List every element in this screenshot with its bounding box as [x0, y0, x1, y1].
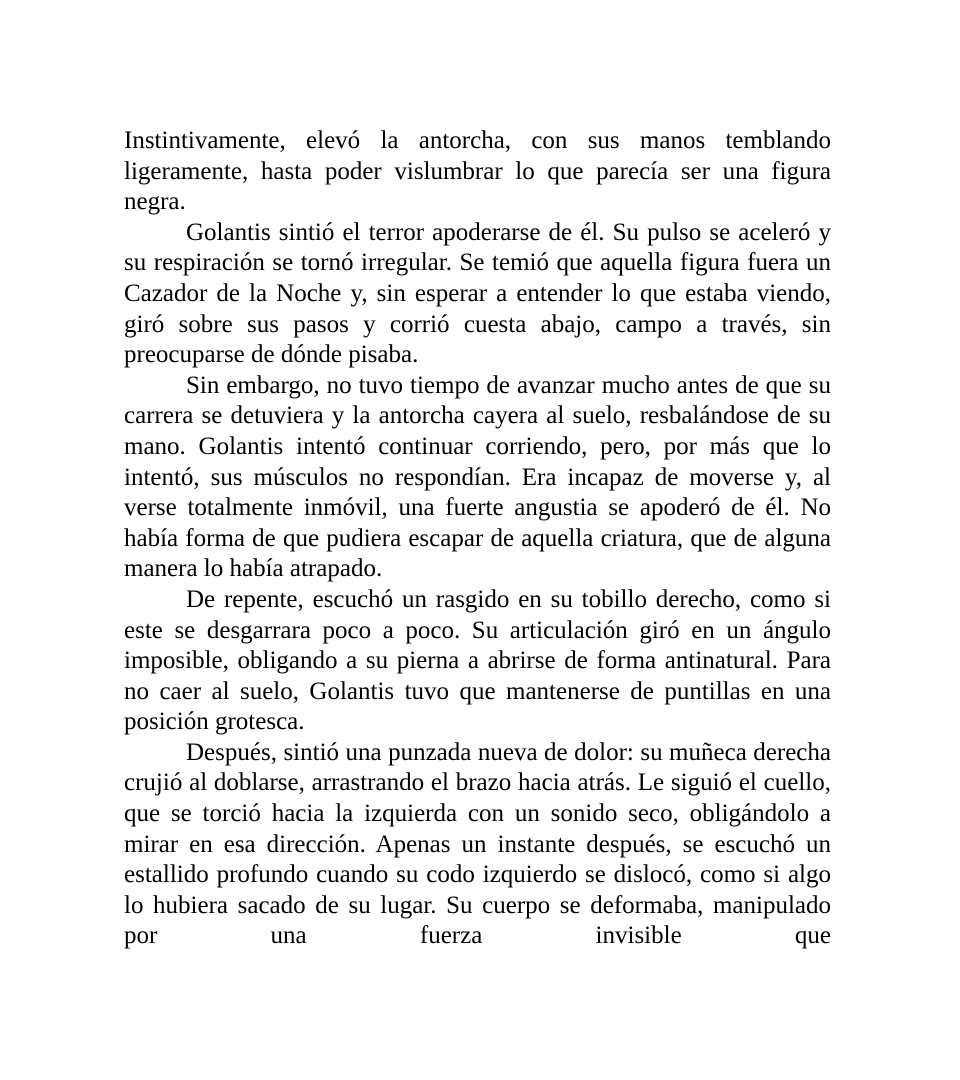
paragraph-1: Instintivamente, elevó la antorcha, con sus manos temblando ligeramente, hasta poder vislumbrar lo que parecía ser una figura negra. — [124, 127, 831, 216]
paragraph-2: Golantis sintió el terror apoderarse de él. Su pulso se aceleró y su respiración se tornó irregular. Se temió que aquella figura fuera un Cazador de la Noche y, sin esperar a entender lo que estaba viendo, giró sobre sus pasos y corrió cuesta abajo, campo a través, sin preocuparse de dónde pisaba. — [124, 218, 831, 369]
paragraph-3: Sin embargo, no tuvo tiempo de avanzar mucho antes de que su carrera se detuviera y la antorcha cayera al suelo, resbalándose de su mano. Golantis intentó continuar corriendo, pero, por más que lo intentó, sus músculos no respondían. Era incapaz de moverse y, al verse totalmente inmóvil, una fuerte angustia se apoderó de él. No había forma de que pudiera escapar de aquella criatura, que de alguna manera lo había atrapado. — [124, 371, 831, 583]
paragraph-4: De repente, escuchó un rasgido en su tobillo derecho, como si este se desgarrara poco a poco. Su articulación giró en un ángulo imposible, obligando a su pierna a abrirse de forma antinatural. Para no caer al suelo, Golantis tuvo que mantenerse de puntillas en una posición grotesca. — [124, 585, 831, 736]
paragraph-5: Después, sintió una punzada nueva de dolor: su muñeca derecha crujió al doblarse, arrastrando el brazo hacia atrás. Le siguió el cuello, que se torció hacia la izquierda con un sonido seco, obligándolo a mirar en esa dirección. Apenas un instante después, se escuchó un estallido profundo cuando su codo izquierdo se dislocó, como si algo lo hubiera sacado de su lugar. Su cuerpo se deformaba, manipulado por una fuerza invisible que — [124, 738, 831, 950]
document-page — [124, 126, 831, 952]
